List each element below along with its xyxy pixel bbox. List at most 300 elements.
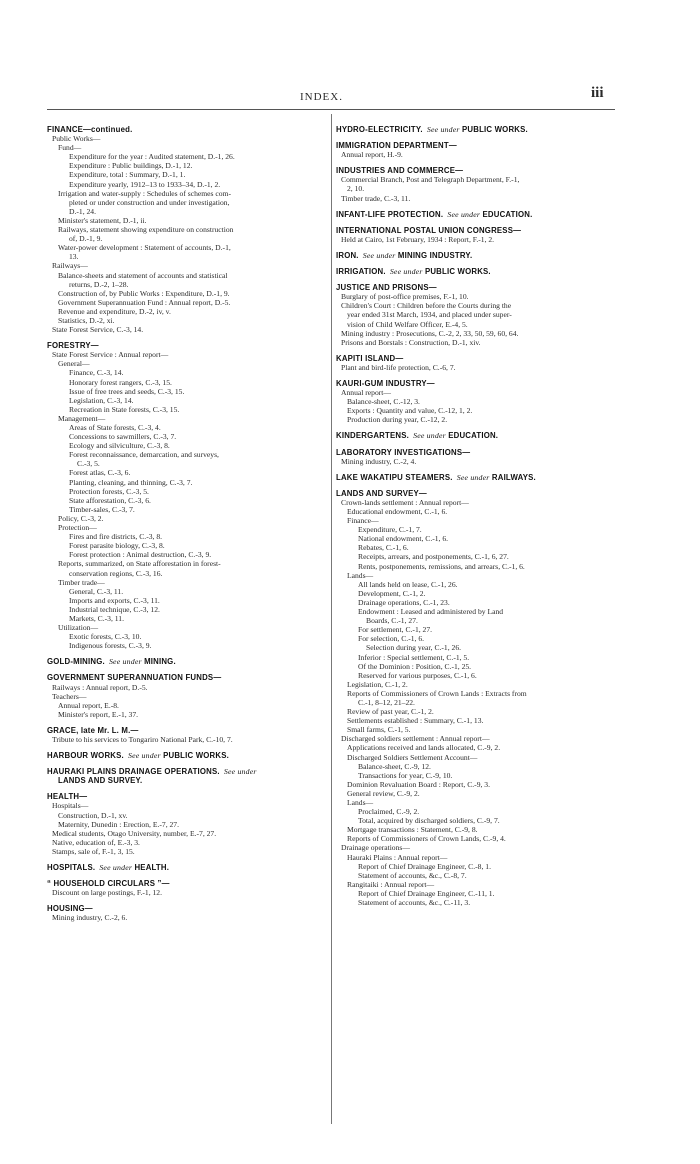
entry-spacer [336, 159, 616, 166]
cross-reference: PUBLIC WORKS. [163, 751, 229, 761]
entry-text: Report of Chief Drainage Engineer, C.-11, 1. [358, 888, 495, 898]
entry-text: Applications received and lands allocated, C.-9, 2. [347, 743, 501, 753]
entry-text: “ HOUSEHOLD CIRCULARS ”— [47, 879, 170, 889]
entry-text: LABORATORY INVESTIGATIONS— [336, 447, 471, 457]
index-entry [47, 271, 329, 280]
entry-text: General review, C.-9, 2. [347, 788, 420, 798]
entry-text: Report of Chief Drainage Engineer, C.-8, 1. [358, 861, 491, 871]
entry-spacer [336, 219, 616, 226]
entry-text: Utilization— [58, 623, 99, 633]
see-under-text: See under [223, 767, 257, 777]
index-entry [336, 580, 616, 589]
index-entry [47, 441, 329, 450]
entry-text: Hospitals— [52, 801, 89, 811]
index-heading [336, 210, 616, 219]
index-heading [336, 489, 616, 498]
entry-spacer [336, 482, 616, 489]
entry-text: INFANT-LIFE PROTECTION. [336, 209, 444, 219]
index-entry [336, 507, 616, 516]
index-entry [47, 450, 329, 459]
entry-text: Balance-sheets and statement of accounts and statistical [58, 270, 228, 280]
entry-text: Lands— [347, 798, 374, 807]
entry-text: Construction, D.-1, xv. [58, 810, 128, 820]
see-under-text: See under [456, 472, 490, 482]
index-heading [47, 792, 329, 801]
index-entry [47, 701, 329, 710]
index-entry [47, 423, 329, 432]
see-under-text: See under [413, 431, 446, 441]
index-entry [47, 234, 329, 243]
index-entry [336, 662, 616, 671]
cross-reference: PUBLIC WORKS. [462, 125, 528, 134]
entry-text: C.-3, 5. [77, 459, 100, 469]
index-entry [47, 888, 329, 897]
entry-text: Finance, C.-3, 14. [69, 368, 124, 378]
entry-spacer [336, 260, 616, 267]
entry-spacer [336, 424, 616, 431]
index-entry [336, 653, 616, 662]
index-entry [47, 396, 329, 405]
entry-spacer [47, 334, 329, 341]
entry-text: Expenditure, total : Summary, D.-1, 1. [69, 170, 186, 180]
entry-text: LAKE WAKATIPU STEAMERS. [336, 472, 453, 482]
index-entry [336, 320, 616, 329]
index-entry [47, 280, 329, 289]
entry-text: Indigenous forests, C.-3, 9. [69, 641, 152, 651]
entry-text: Exports : Quantity and value, C.-12, 1, 2. [347, 406, 473, 416]
index-entry [336, 843, 616, 852]
entry-text: Legislation, C.-3, 14. [69, 395, 134, 405]
entry-text: Policy, C.-3, 2. [58, 513, 104, 523]
header-rule [47, 109, 615, 110]
entry-text: Reports, summarized, on State afforestation in forest- [58, 559, 221, 569]
index-entry [47, 307, 329, 316]
index-entry [47, 523, 329, 532]
entry-text: Discount on large postings, F.-1, 12. [52, 888, 162, 898]
entry-text: Commercial Branch, Post and Telegraph Department, F.-1, [341, 175, 520, 185]
see-under-text: See under [389, 267, 423, 277]
index-entry [336, 671, 616, 680]
index-entry [336, 184, 616, 193]
entry-text: Irrigation and water-supply : Schedules of schemes com- [58, 188, 231, 198]
entry-text: Statistics, D.-2, xi. [58, 315, 115, 325]
index-entry [47, 578, 329, 587]
entry-text: conservation regions, C.-3, 16. [69, 568, 163, 578]
index-entry [47, 161, 329, 170]
entry-text: GRACE, late Mr. L. M.— [47, 725, 139, 735]
entry-text: 13. [69, 252, 79, 262]
entry-text: Development, C.-1, 2. [358, 588, 426, 598]
entry-text: pleted or under construction and under investigation, [69, 197, 230, 207]
entry-spacer [47, 719, 329, 726]
entry-text: Expenditure : Public buildings, D.-1, 12. [69, 161, 193, 171]
entry-text: Drainage operations, C.-1, 23. [358, 597, 450, 607]
index-heading [47, 657, 329, 666]
index-entry [336, 871, 616, 880]
index-entry [47, 683, 329, 692]
index-entry [336, 625, 616, 634]
entry-text: State afforestation, C.-3, 6. [69, 495, 151, 505]
index-heading [47, 904, 329, 913]
index-entry [336, 707, 616, 716]
index-entry [336, 780, 616, 789]
entry-text: Reports of Commissioners of Crown Lands : Extracts from [347, 688, 527, 698]
index-entry [47, 243, 329, 252]
entry-spacer [336, 276, 616, 283]
entry-text: Mining industry, C.-2, 4. [341, 456, 417, 466]
entry-text: HAURAKI PLAINS DRAINAGE OPERATIONS. [47, 767, 220, 777]
index-entry [47, 143, 329, 152]
index-entry [47, 180, 329, 189]
entry-text: Annual report— [341, 388, 391, 398]
entry-text: Tribute to his services to Tongariro National Park, C.-10, 7. [52, 735, 233, 744]
index-entry [336, 789, 616, 798]
entry-text: Drainage operations— [341, 843, 410, 853]
entry-text: For selection, C.-1, 6. [358, 634, 425, 644]
cross-reference: EDUCATION. [482, 209, 533, 219]
entry-text: Issue of free trees and seeds, C.-3, 15. [69, 386, 185, 396]
index-heading [47, 726, 329, 735]
entry-text: Children's Court : Children before the Courts during the [341, 301, 512, 311]
entry-text: State Forest Service, C.-3, 14. [52, 325, 144, 335]
entry-text: Hauraki Plains : Annual report— [347, 852, 448, 862]
entry-text: Mining industry : Prosecutions, C.-2, 2, 33, 50, 59, 60, 64. [341, 328, 519, 338]
entry-text: Rebates, C.-1, 6. [358, 543, 409, 553]
entry-text: Protection forests, C.-3, 5. [69, 486, 149, 496]
index-entry [47, 735, 329, 744]
index-entry [47, 692, 329, 701]
index-entry [336, 798, 616, 807]
index-entry [336, 834, 616, 843]
entry-text: Educational endowment, C.-1, 6. [347, 507, 448, 516]
index-entry [336, 571, 616, 580]
index-heading [336, 379, 616, 388]
index-entry [47, 632, 329, 641]
entry-spacer [47, 760, 329, 767]
entry-text: Annual report, H.-9. [341, 150, 403, 160]
index-entry [47, 541, 329, 550]
index-entry [47, 316, 329, 325]
entry-spacer [336, 244, 616, 251]
entry-text: Areas of State forests, C.-3, 4. [69, 423, 161, 432]
index-heading [336, 354, 616, 363]
entry-text: Reports of Commissioners of Crown Lands, C.-9, 4. [347, 834, 506, 844]
entry-text: Forest atlas, C.-3, 6. [69, 468, 131, 478]
index-entry [336, 415, 616, 424]
entry-text: Rangitaiki : Annual report— [347, 879, 435, 889]
entry-text: KINDERGARTENS. [336, 431, 409, 441]
index-entry [336, 598, 616, 607]
entry-text: KAPITI ISLAND— [336, 353, 404, 363]
index-entry [47, 838, 329, 847]
index-heading [47, 776, 329, 785]
index-entry [47, 134, 329, 143]
entry-text: GOLD-MINING. [47, 657, 105, 667]
index-entry [336, 552, 616, 561]
index-entry [47, 559, 329, 568]
entry-text: State Forest Service : Annual report— [52, 350, 169, 360]
entry-text: Settlements established : Summary, C.-1, 13. [347, 716, 484, 726]
entry-text: Railways— [52, 261, 88, 271]
entry-text: Ecology and silviculture, C.-3, 8. [69, 441, 170, 451]
index-entry [47, 550, 329, 559]
index-entry [47, 596, 329, 605]
index-column-right [336, 125, 616, 907]
index-entry [336, 525, 616, 534]
index-heading [336, 125, 616, 134]
entry-text: Markets, C.-3, 11. [69, 613, 124, 623]
entry-text: Mining industry, C.-2, 6. [52, 913, 128, 923]
index-entry [336, 689, 616, 698]
index-entry [47, 532, 329, 541]
index-entry [336, 457, 616, 466]
index-entry [336, 898, 616, 907]
entry-text: Annual report, E.-8. [58, 700, 119, 710]
entry-text: Medical students, Otago University, number, E.-7, 27. [52, 828, 217, 838]
entry-text: Minister's report, E.-1, 37. [58, 709, 139, 719]
entry-text: Maternity, Dunedin : Erection, E.-7, 27. [58, 819, 179, 829]
index-entry [47, 387, 329, 396]
entry-spacer [47, 650, 329, 657]
entry-text: Discharged Soldiers Settlement Account— [347, 752, 478, 762]
entry-spacer [47, 666, 329, 673]
entry-text: FINANCE—continued. [47, 125, 133, 134]
index-entry [336, 771, 616, 780]
entry-text: LANDS AND SURVEY. [58, 776, 143, 786]
entry-text: IRON. [336, 250, 359, 260]
entry-spacer [336, 134, 616, 141]
index-entry [47, 820, 329, 829]
index-heading [336, 448, 616, 457]
page-number: iii [591, 85, 604, 101]
entry-text: Water-power development : Statement of accounts, D.-1, [58, 243, 231, 253]
index-column-left [47, 125, 329, 923]
index-entry [336, 680, 616, 689]
index-entry [47, 325, 329, 334]
entry-text: Forest protection : Animal destruction, C.-3, 9. [69, 550, 212, 560]
entry-text: Fires and fire districts, C.-3, 8. [69, 532, 163, 542]
entry-spacer [47, 872, 329, 879]
index-heading [336, 141, 616, 150]
entry-text: returns, D.-2, 1–28. [69, 279, 129, 289]
entry-text: Exotic forests, C.-3, 10. [69, 632, 142, 642]
index-entry [336, 301, 616, 310]
entry-text: Protection— [58, 523, 97, 533]
see-under-text: See under [447, 209, 481, 219]
entry-text: LANDS AND SURVEY— [336, 488, 427, 498]
index-entry [336, 150, 616, 159]
entry-text: Forest reconnaissance, demarcation, and surveys, [69, 450, 219, 460]
entry-text: Selection during year, C.-1, 26. [366, 643, 462, 653]
entry-text: National endowment, C.-1, 6. [358, 534, 449, 544]
index-entry [47, 405, 329, 414]
entry-text: Minister's statement, D.-1, ii. [58, 215, 147, 225]
entry-text: Inferior : Special settlement, C.-1, 5. [358, 652, 470, 662]
index-entry [336, 880, 616, 889]
index-entry [336, 310, 616, 319]
see-under-text: See under [426, 125, 460, 134]
entry-text: Endowment : Leased and administered by Land [358, 607, 504, 617]
entry-text: Concessions to sawmillers, C.-3, 7. [69, 432, 177, 442]
entry-spacer [336, 203, 616, 210]
entry-spacer [47, 785, 329, 792]
entry-spacer [336, 441, 616, 448]
index-entry [336, 716, 616, 725]
index-entry [47, 478, 329, 487]
entry-text: Expenditure, C.-1, 7. [358, 525, 422, 535]
entry-text: Discharged soldiers settlement : Annual report— [341, 734, 490, 744]
index-entry [47, 189, 329, 198]
index-entry [336, 616, 616, 625]
index-entry [47, 487, 329, 496]
entry-spacer [47, 744, 329, 751]
entry-text: Rents, postponements, remissions, and arrears, C.-1, 6. [358, 561, 525, 571]
entry-text: vision of Child Welfare Officer, E.-4, 5. [347, 319, 468, 329]
index-heading [47, 341, 329, 350]
entry-text: Mortgage transactions : Statement, C.-9, 8. [347, 825, 478, 835]
entry-text: Dominion Revaluation Board : Report, C.-9, 3. [347, 779, 490, 789]
see-under-text: See under [127, 751, 161, 761]
cross-reference: PUBLIC WORKS. [424, 267, 491, 277]
entry-text: Statement of accounts, &c., C.-11, 3. [358, 898, 471, 908]
index-entry [47, 623, 329, 632]
index-entry [47, 170, 329, 179]
index-heading [336, 166, 616, 175]
entry-text: HYDRO-ELECTRICITY. [336, 125, 423, 134]
entry-spacer [47, 897, 329, 904]
index-heading [47, 767, 329, 776]
entry-text: Lands— [347, 570, 374, 580]
index-heading [47, 125, 329, 134]
index-entry [47, 359, 329, 368]
index-heading [336, 226, 616, 235]
entry-spacer [336, 466, 616, 473]
entry-text: Railways : Annual report, D.-5. [52, 682, 148, 692]
index-entry [336, 753, 616, 762]
index-entry [336, 562, 616, 571]
index-entry [47, 198, 329, 207]
entry-text: Held at Cairo, 1st February, 1934 : Report, F.-1, 2. [341, 234, 495, 244]
entry-text: of, D.-1, 9. [69, 234, 103, 244]
cross-reference: HEALTH. [134, 863, 170, 873]
entry-text: Railways, statement showing expenditure on construction [58, 225, 234, 235]
index-entry [336, 762, 616, 771]
index-entry [47, 350, 329, 359]
entry-text: Small farms, C.-1, 5. [347, 725, 411, 735]
index-entry [47, 801, 329, 810]
entry-text: HARBOUR WORKS. [47, 751, 124, 761]
entry-text: INTERNATIONAL POSTAL UNION CONGRESS— [336, 225, 522, 235]
entry-text: Plant and bird-life protection, C.-6, 7. [341, 362, 456, 372]
see-under-text: See under [108, 657, 142, 667]
entry-spacer [336, 372, 616, 379]
index-entry [47, 811, 329, 820]
entry-text: IRRIGATION. [336, 267, 386, 277]
index-entry [336, 388, 616, 397]
index-entry [336, 734, 616, 743]
entry-text: Government Superannuation Fund : Annual report, D.-5. [58, 297, 231, 307]
entry-text: HEALTH— [47, 792, 88, 802]
entry-text: All lands held on lease, C.-1, 26. [358, 579, 458, 589]
index-entry [47, 569, 329, 578]
index-entry [336, 292, 616, 301]
index-entry [336, 397, 616, 406]
entry-text: Construction of, by Public Works : Expenditure, D.-1, 9. [58, 288, 230, 298]
entry-spacer [336, 347, 616, 354]
index-entry [47, 225, 329, 234]
entry-text: Revenue and expenditure, D.-2, iv, v. [58, 306, 171, 316]
entry-text: Review of past year, C.-1, 2. [347, 707, 434, 717]
entry-text: Proclaimed, C.-9, 2. [358, 807, 420, 817]
index-heading [47, 879, 329, 888]
entry-text: Statement of accounts, &c., C.-8, 7. [358, 870, 467, 880]
index-entry [47, 298, 329, 307]
index-entry [47, 468, 329, 477]
entry-text: IMMIGRATION DEPARTMENT— [336, 141, 457, 151]
index-entry [47, 641, 329, 650]
entry-text: Boards, C.-1, 27. [366, 616, 418, 626]
index-entry [336, 498, 616, 507]
entry-text: Industrial technique, C.-3, 12. [69, 604, 160, 614]
entry-text: Reserved for various purposes, C.-1, 6. [358, 670, 477, 680]
entry-text: Recreation in State forests, C.-3, 15. [69, 404, 180, 414]
index-entry [336, 406, 616, 415]
entry-text: year ended 31st March, 1934, and placed under super- [347, 310, 512, 320]
cross-reference: MINING. [144, 657, 176, 667]
entry-text: Forest parasite biology, C.-3, 8. [69, 541, 165, 551]
index-heading [336, 283, 616, 292]
entry-text: Of the Dominion : Position, C.-1, 25. [358, 661, 472, 671]
entry-text: Crown-lands settlement : Annual report— [341, 497, 469, 507]
index-entry [47, 829, 329, 838]
entry-text: Balance-sheet, C.-12, 3. [347, 397, 420, 407]
index-entry [47, 710, 329, 719]
entry-text: Honorary forest rangers, C.-3, 15. [69, 377, 172, 387]
index-entry [336, 853, 616, 862]
index-entry [336, 516, 616, 525]
index-entry [336, 543, 616, 552]
entry-text: Legislation, C.-1, 2. [347, 679, 408, 689]
entry-text: Expenditure yearly, 1912–13 to 1933–34, D.-1, 2. [69, 179, 221, 189]
entry-text: Timber trade— [58, 577, 105, 587]
entry-text: Balance-sheet, C.-9, 12. [358, 761, 431, 771]
entry-text: Timber-sales, C.-3, 7. [69, 504, 135, 514]
entry-text: 2, 10. [347, 184, 365, 194]
entry-text: General, C.-3, 11. [69, 586, 124, 596]
index-entry [336, 807, 616, 816]
index-heading [336, 267, 616, 276]
index-heading [47, 863, 329, 872]
cross-reference: EDUCATION. [448, 431, 499, 441]
index-entry [47, 152, 329, 161]
index-entry [336, 363, 616, 372]
index-heading [47, 673, 329, 682]
index-entry [47, 496, 329, 505]
index-entry [336, 235, 616, 244]
entry-text: For settlement, C.-1, 27. [358, 625, 433, 635]
index-entry [47, 514, 329, 523]
index-entry [336, 643, 616, 652]
entry-text: Receipts, arrears, and postponements, C.-1, 6, 27. [358, 552, 509, 562]
index-heading [336, 251, 616, 260]
entry-text: Stamps, sale of, F.-1, 3, 15. [52, 846, 135, 856]
column-divider [331, 114, 332, 1124]
entry-text: General— [58, 359, 90, 369]
index-entry [47, 505, 329, 514]
cross-reference: RAILWAYS. [491, 472, 536, 482]
index-heading [336, 473, 616, 482]
entry-text: JUSTICE AND PRISONS— [336, 283, 437, 293]
